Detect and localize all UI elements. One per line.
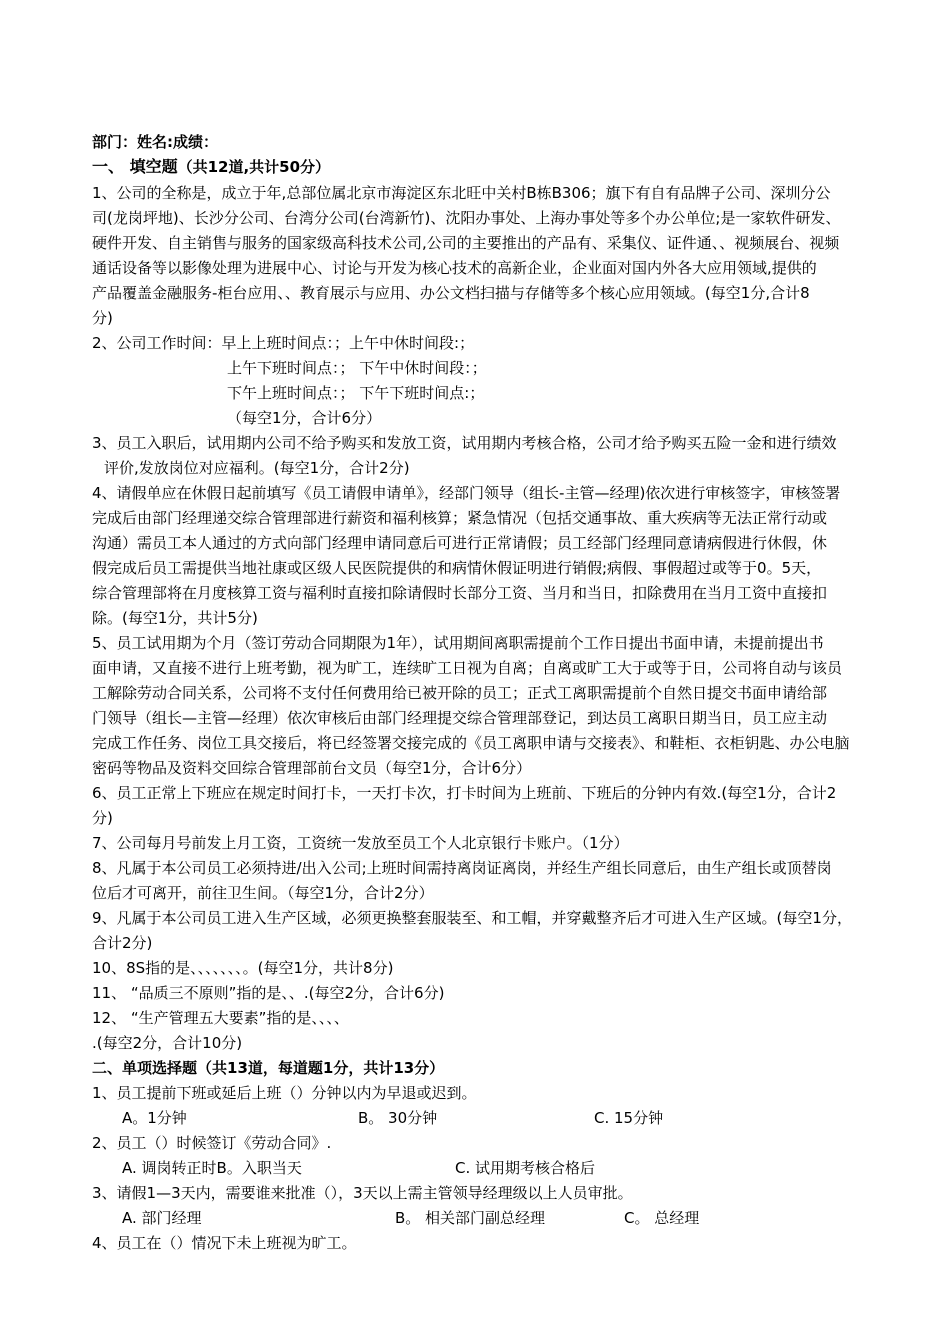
mc2-option-a: A. 调岗转正时B。入职当天 [122,1159,302,1177]
q5-line: 面申请，又直接不进行上班考勤，视为旷工，连续旷工日视为自离；自离或旷工大于或等于日，公司将自动与该员 [92,659,843,677]
mc4-stem: 4、员工在（）情况下未上班视为旷工。 [92,1234,357,1252]
q1-line: 通话设备等以影像处理为进展中心、讨论与开发为核心技术的高新企业，企业面对国内外各大应用领域,提供的 [92,259,817,277]
mc1-option-b: B。 30分钟 [358,1109,438,1127]
q12-line: .(每空2分，合计10分) [92,1034,243,1052]
mc3-stem: 3、请假1—3天内，需要谁来批准（），3天以上需主管领导经理级以上人员审批。 [92,1184,633,1202]
section-1-heading [92,155,330,179]
q4-line: 4、请假单应在休假日起前填写《员工请假申请单》，经部门领导（组长-主管—经理)依次进行审核签字，审核签署 [92,484,841,502]
q8-line: 8、凡属于本公司员工必须持进/出入公司;上班时间需持离岗证离岗，并经生产组长同意后，由生产组长或顶替岗 [92,859,832,877]
section-1-title: 填空题 [129,157,178,176]
q9-line: 9、凡属于本公司员工进入生产区域，必须更换整套服装至、和工帽，并穿戴整齐后才可进入生产区域。(每空1分， [92,909,852,927]
section-1-number: 一、 [92,157,125,176]
q3-line: 3、员工入职后，试用期内公司不给予购买和发放工资，试用期内考核合格，公司才给予购买五险一金和进行绩效 [92,434,837,452]
q2-line: 下午上班时间点：； 下午下班时间点:； [227,384,485,402]
q2-line: 上午下班时间点：； 下午中休时间段：； [227,359,487,377]
mc3-option-a: A. 部门经理 [122,1209,202,1227]
q8-line: 位后才可离开，前往卫生间。（每空1分，合计2分） [92,884,434,902]
q3-line: 评价,发放岗位对应福利。(每空1分，合计2分) [104,459,410,477]
q4-line: 沟通）需员工本人通过的方式向部门经理申请同意后可进行正常请假；员工经部门经理同意请病假进行休假，休 [92,534,828,552]
q5-line: 密码等物品及资料交回综合管理部前台文员（每空1分，合计6分） [92,759,532,777]
q4-line: 除。(每空1分，共计5分) [92,609,258,627]
q4-line: 完成后由部门经理递交综合管理部进行薪资和福利核算；紧急情况（包括交通事故、重大疾病等无法正常行动或 [92,509,828,527]
q1-line: 产品覆盖金融服务-柜台应用、、教育展示与应用、办公文档扫描与存储等多个核心应用领域。(每空1分,合计8 [92,284,810,302]
q2-line: 2、公司工作时间：早上上班时间点：；上午中休时间段:； [92,334,475,352]
mc3-option-b: B。 相关部门副总经理 [395,1209,546,1227]
mc1-option-c: C. 15分钟 [594,1109,664,1127]
q5-line: 5、员工试用期为个月（签订劳动合同期限为1年），试用期间离职需提前个工作日提出书面申请，未提前提出书 [92,634,824,652]
q7-line: 7、公司每月号前发上月工资，工资统一发放至员工个人北京银行卡账户。（1分） [92,834,629,852]
q5-line: 工解除劳动合同关系，公司将不支付任何费用给已被开除的员工；正式工离职需提前个自然日提交书面申请给部 [92,684,828,702]
mc2-stem: 2、员工（）时候签订《劳动合同》. [92,1134,332,1152]
q5-line: 完成工作任务、岗位工具交接后，将已经签署交接完成的《员工离职申请与交接表》、和鞋柜、衣柜钥匙、办公电脑 [92,734,850,752]
q4-line: 假完成后员工需提供当地社康或区级人民医院提供的和病情休假证明进行销假;病假、事假超过或等于0。5天， [92,559,822,577]
q1-line: 1、公司的全称是，成立于年,总部位属北京市海淀区东北旺中关村B栋B306；旗下有自有品牌子公司、深圳分公 [92,184,831,202]
mc2-option-c: C. 试用期考核合格后 [455,1159,596,1177]
q1-line: 司(龙岗坪地)、长沙分公司、台湾分公司(台湾新竹)、沈阳办事处、上海办事处等多个办公单位;是一家软件研发、 [92,209,841,227]
q5-line: 门领导（组长—主管—经理）依次审核后由部门经理提交综合管理部登记，到达员工离职日期当日，员工应主动 [92,709,828,727]
q4-line: 综合管理部将在月度核算工资与福利时直接扣除请假时长部分工资、当月和当日，扣除费用在当月工资中直接扣 [92,584,828,602]
q6-line: 分) [92,809,113,827]
q10-line: 10、8S指的是、、、、、、、。(每空1分，共计8分) [92,959,394,977]
q6-line: 6、员工正常上下班应在规定时间打卡，一天打卡次，打卡时间为上班前、下班后的分钟内有效.(每空1分，合计2 [92,784,837,802]
section-2-heading: 二、单项选择题（共13道，每道题1分，共计13分） [92,1059,445,1077]
q12-line: 12、 “生产管理五大要素”指的是、、、、 [92,1009,349,1027]
mc1-stem: 1、员工提前下班或延后上班（）分钟以内为早退或迟到。 [92,1084,477,1102]
section-1-note: （共12道,共计50分） [177,158,331,176]
header-fields: 部门：姓名:成绩： [92,133,218,151]
mc3-option-c: C。 总经理 [624,1209,700,1227]
q1-line: 硬件开发、自主销售与服务的国家级高科技术公司,公司的主要推出的产品有、采集仪、证件通、、视频展台、视频 [92,234,840,252]
mc1-option-a: A。1分钟 [122,1109,187,1127]
q2-score-note: （每空1分，合计6分） [227,409,382,427]
q11-line: 11、 “品质三不原则”指的是、、.(每空2分，合计6分) [92,984,445,1002]
q9-line: 合计2分) [92,934,153,952]
q1-line: 分) [92,309,113,327]
